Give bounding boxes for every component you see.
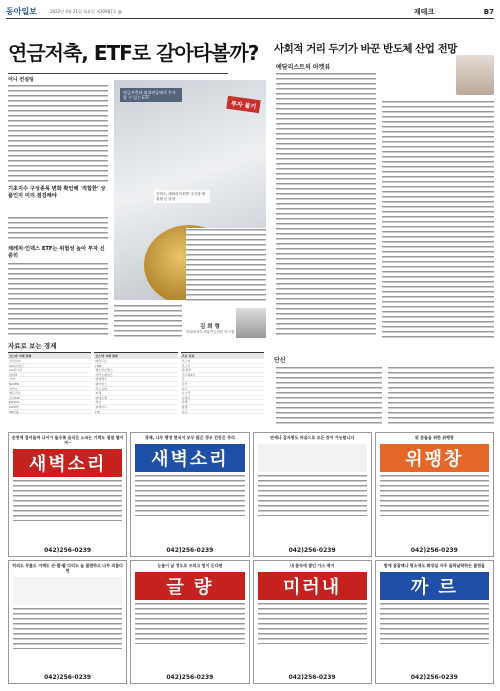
page-number: B7 (483, 7, 494, 16)
author-affiliation: 미래에셋투자와연금센터 연구원 (186, 330, 235, 334)
article-kicker: 어니 컨설팅 (8, 73, 228, 83)
ad-brand (258, 444, 367, 472)
ad-phone: 042)256-0239 (166, 674, 214, 681)
ad-body (258, 602, 367, 644)
table-row: KB금융 (8, 410, 91, 415)
ad-brand: 새벽소리 (135, 444, 244, 472)
ad-headline: 눈물이 날 정도로 쓰리고 힘이 든다면 (157, 562, 223, 568)
briefs-body-1 (276, 366, 382, 424)
table-row: 에코프로 (94, 359, 177, 364)
article-body-col1c (8, 262, 108, 338)
ad-body (380, 602, 489, 644)
table-row: 셀트리온헬스 (94, 368, 177, 373)
ad-brand: 글 량 (135, 572, 244, 600)
table-row: 엘앤에프 (94, 377, 177, 382)
market-tables (8, 352, 264, 424)
illustration-info-box: 인덱스, 레버리지 ETF 주식형·채권형 등 다양 (154, 190, 210, 203)
masthead (6, 5, 494, 19)
column-body-2 (382, 100, 494, 338)
table-row: 삼성SDI (8, 396, 91, 401)
table-row: 코스닥 (181, 364, 264, 369)
ad-body (13, 607, 122, 649)
ad-brand: 까 르 (380, 572, 489, 600)
market-table (8, 352, 91, 424)
table-row: JYP (94, 410, 177, 415)
ad-phone: 042)256-0239 (288, 674, 336, 681)
section-name: 재테크 (413, 7, 435, 16)
illustration-caption: 연금저축과 퇴직연금에서 투자할 수 있는 ETF (120, 88, 182, 102)
market-table (181, 352, 264, 424)
ad-headline: 경제, 나무 행정 편식이 모두 많은 경우 건강은 무리 (144, 435, 235, 440)
ad-brand: 미러내 (258, 572, 367, 600)
ad-body (135, 602, 244, 644)
table-row: 상해 (181, 400, 264, 405)
table-row: LG에너지 (8, 368, 91, 373)
table-row: 원/달러 (181, 368, 264, 373)
advertisement[interactable] (130, 432, 249, 557)
table-row: 펄어비스 (94, 382, 177, 387)
table-row: 기아 (8, 377, 91, 382)
table-row: 나스닥 (181, 391, 264, 396)
column-body-1 (276, 72, 376, 338)
table-row: 유로 (181, 410, 264, 415)
table-row: 리노공업 (94, 387, 177, 392)
ad-headline: 히피도 무릎도 어깨도 손·발·팔 다리도 늘 불편하고 나무 괴롭다면 (12, 562, 124, 573)
table-row: 삼성전자 (8, 359, 91, 364)
table-row: HLB (94, 364, 177, 369)
ad-brand (13, 577, 122, 605)
ad-body (135, 474, 244, 516)
data-section-title: 자료로 보는 경제 (8, 342, 57, 350)
table-row: 현대차 (8, 373, 91, 378)
table-row: 항셍 (181, 405, 264, 410)
table-row: SK하이닉스 (8, 364, 91, 369)
table-row: 금 (181, 377, 264, 382)
market-table (94, 352, 177, 424)
table-row: 코스피 (181, 359, 264, 364)
advertisement[interactable] (8, 432, 127, 557)
table-row: NAVER (8, 382, 91, 387)
table-row: 알테오젠 (94, 396, 177, 401)
table-row: LG화학 (8, 405, 91, 410)
ad-headline: 내 몸속에 쌓인 가스 제거 (290, 562, 335, 568)
article-subhead-1: 기초지수 구성종목 변화 확인해 '적합한' 상품인지 미리 점검해야 (8, 186, 106, 199)
ad-body (13, 479, 122, 521)
article-body-col3 (186, 228, 266, 304)
ad-brand: 새벽소리 (13, 449, 122, 477)
advertisement[interactable] (130, 560, 249, 685)
briefs-body-2 (388, 366, 494, 424)
main-headline: 연금저축, ETF로 갈아타볼까? (8, 41, 259, 65)
table-row: 니케이 (181, 396, 264, 401)
author-name: 김 희 형 (200, 324, 220, 330)
ad-headline: 위 분들을 위한 위팽창 (414, 435, 454, 440)
ad-phone: 042)256-0239 (410, 674, 458, 681)
ad-phone: 042)256-0239 (44, 674, 92, 681)
author-photo (236, 308, 266, 338)
table-row: 셀트리온 (8, 391, 91, 396)
ad-body (380, 474, 489, 516)
column-author: 예담리스트의 마켓뷰 (276, 64, 331, 71)
article-body-col2 (114, 304, 182, 338)
ad-phone: 042)256-0239 (410, 546, 458, 554)
ad-headline: 연세나 갑자랑도 마음으로 모든 것이 가능합니다 (270, 435, 355, 440)
ad-headline: 밤에 잠잘때나 평소에도 화장실 자주 들락날락하는 불편을 (383, 562, 485, 568)
newspaper-logo: 동아일보 (6, 6, 37, 16)
ad-brand: 위팽창 (380, 444, 489, 472)
table-row: 씨젠 (94, 391, 177, 396)
table-header: 코스닥 거래 상위 (94, 353, 177, 359)
advertisement[interactable] (375, 560, 494, 685)
article-body-col1b (8, 216, 108, 242)
article-subhead-2: 채레처·인덱스 ETF는 위험성 높아 투자 신중히 (8, 246, 105, 259)
advertisement-grid (8, 432, 494, 684)
ad-phone: 042)256-0239 (288, 546, 336, 554)
issue-date: 2022년 4월 21일 화요일 제30987호 @ (50, 8, 122, 14)
table-row: POSCO (8, 400, 91, 405)
ad-headline: 순천에 접어들며 나이가 들수록 음식은 노쇠는 기력도 점점 떨어져~ (11, 435, 124, 445)
table-row: 다우 (181, 387, 264, 392)
table-row: 천보 (94, 400, 177, 405)
column-author-photo (456, 55, 494, 95)
ad-phone: 042)256-0239 (44, 546, 92, 554)
advertisement[interactable] (253, 432, 372, 557)
column-headline: 사회적 거리 두기가 바꾼 반도체 산업 전망 (274, 43, 457, 55)
briefs-label: 단신 (274, 357, 286, 364)
ad-body (258, 474, 367, 516)
table-header: 코스피 거래 상위 (8, 353, 91, 359)
table-row: 국고채3년 (181, 373, 264, 378)
table-row: 위메이드 (94, 405, 177, 410)
advertisement[interactable] (8, 560, 127, 685)
illustration-sign: 투자 불기 (226, 96, 261, 114)
article-body-col1a (8, 84, 108, 182)
table-row: 카카오 (8, 387, 91, 392)
advertisement[interactable] (375, 432, 494, 557)
table-header: 주요 지표 (181, 353, 264, 359)
ad-phone: 042)256-0239 (166, 546, 214, 554)
table-row: 카카오게임즈 (94, 373, 177, 378)
table-row: 유가 (181, 382, 264, 387)
advertisement[interactable] (253, 560, 372, 685)
